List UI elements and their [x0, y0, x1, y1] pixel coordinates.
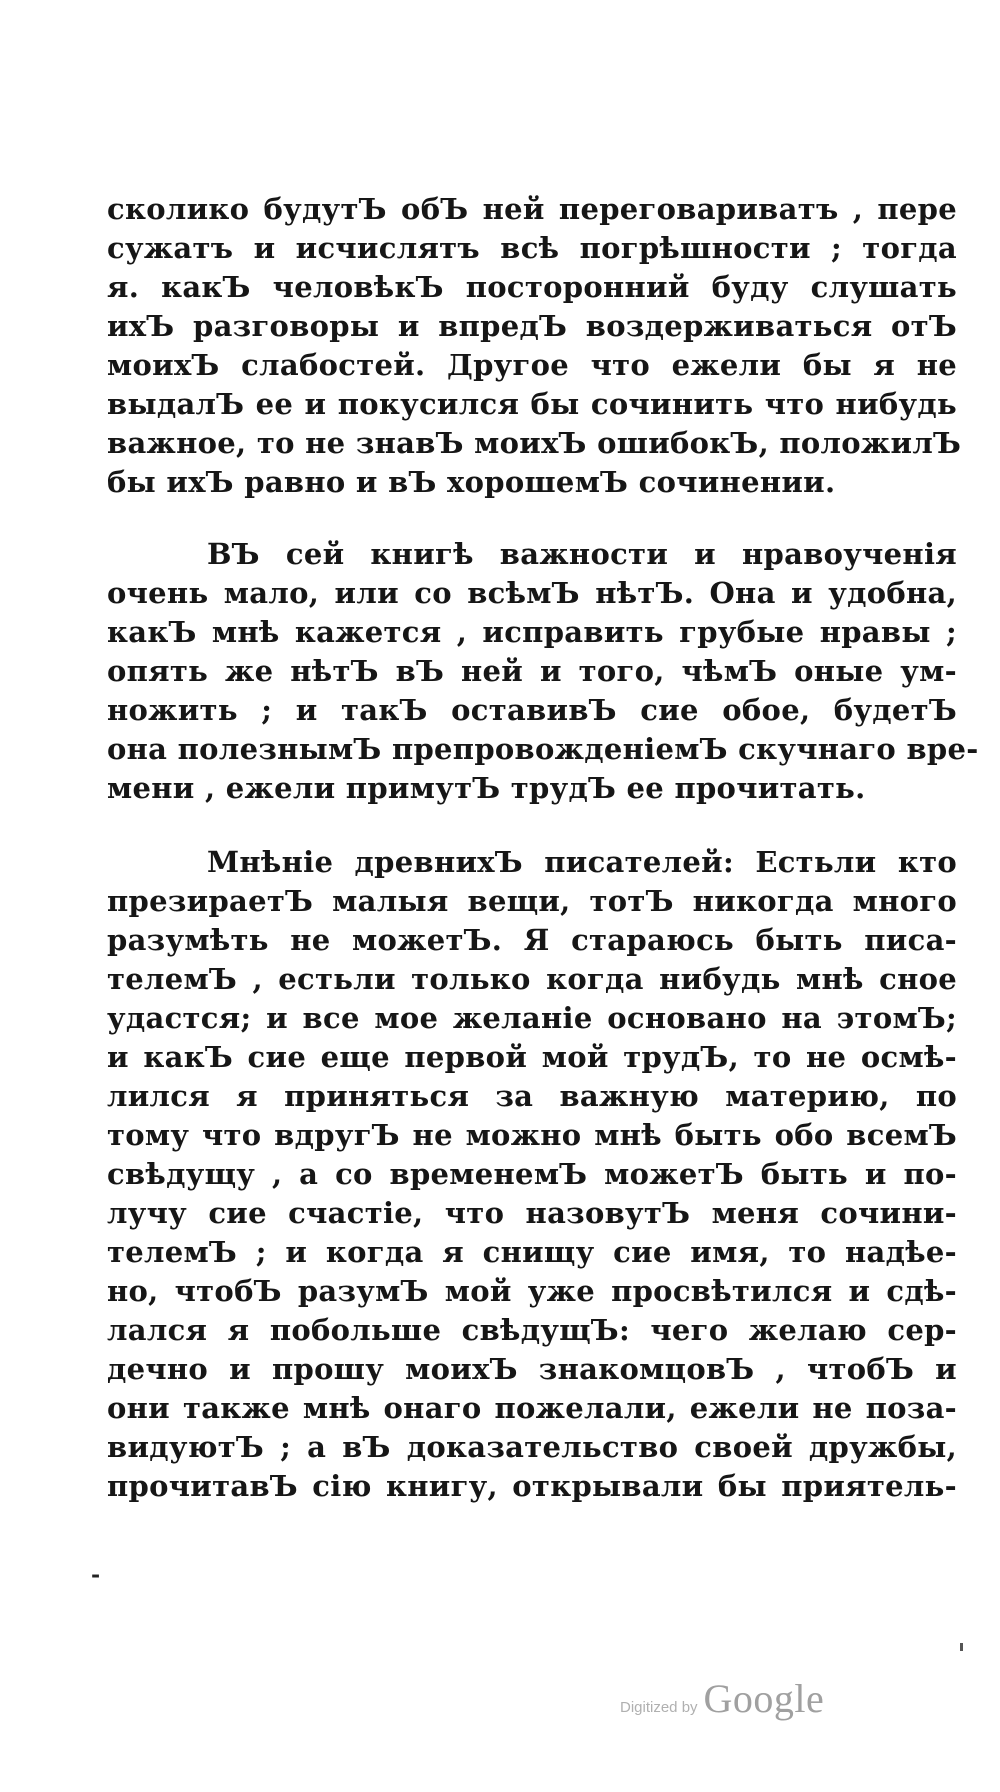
- text-line: сужатъ и исчислятъ всѣ погрѣшности ; тогда: [107, 231, 957, 265]
- text-line: тому что вдругЪ не можно мнѣ быть обо всемЪ: [107, 1118, 957, 1152]
- text-line: ихЪ разговоры и впредЪ воздерживаться отЪ: [107, 309, 957, 343]
- text-line: лился я приняться за важную материю, по: [107, 1079, 957, 1113]
- margin-mark: -: [91, 1562, 101, 1588]
- text-line: дечно и прошу моихЪ знакомцовЪ , чтобЪ и: [107, 1352, 957, 1386]
- text-line: телемЪ , естьли только когда нибудь мнѣ сное: [107, 962, 957, 996]
- paragraph-1: [107, 190, 962, 502]
- watermark-digitized-text: Digitized by: [620, 1699, 698, 1716]
- text-line: разумѣть не можетЪ. Я стараюсь быть писа-: [107, 923, 957, 957]
- text-line: удастся; и все мое желаніе основано на этомЪ;: [107, 1001, 957, 1035]
- text-line: важное, то не знавЪ моихЪ ошибокЪ, положилЪ: [107, 426, 962, 460]
- text-line: презираетЪ малыя вещи, тотЪ никогда много: [107, 884, 957, 918]
- text-line: но, чтобЪ разумЪ мой уже просвѣтился и сдѣ-: [107, 1274, 957, 1308]
- text-line: видуютЪ ; а вЪ доказательство своей дружбы,: [107, 1430, 957, 1464]
- text-line: опять же нѣтЪ вЪ ней и того, чѣмЪ оные ум-: [107, 654, 957, 688]
- text-line: мени , ежели примутЪ трудЪ ее прочитать.: [107, 771, 866, 805]
- text-line: свѣдущу , а со временемЪ можетЪ быть и по-: [107, 1157, 957, 1191]
- paragraph-2: [107, 535, 979, 808]
- text-line: ножить ; и такЪ оставивЪ сие обое, будетЪ: [107, 693, 957, 727]
- text-line: лучу сие счастіе, что назовутЪ меня сочини-: [107, 1196, 957, 1230]
- text-line: прочитавЪ сію книгу, открывали бы приятель-: [107, 1469, 957, 1503]
- text-line: Мнѣніе древнихЪ писателей: Естьли кто: [207, 845, 957, 879]
- text-line: очень мало, или со всѣмЪ нѣтЪ. Она и удобна,: [107, 576, 957, 610]
- digitized-watermark: [620, 1675, 824, 1722]
- paragraph-3: [107, 843, 957, 1506]
- text-line: телемЪ ; и когда я снищу сие имя, то надѣе-: [107, 1235, 957, 1269]
- text-line: сколико будутЪ обЪ ней переговариватъ , пере: [107, 192, 957, 226]
- text-line: я. какЪ человѣкЪ посторонний буду слушать: [107, 270, 957, 304]
- text-line: ВЪ сей книгѣ важности и нравоученія: [207, 537, 957, 571]
- text-line: бы ихЪ равно и вЪ хорошемЪ сочинении.: [107, 465, 836, 499]
- text-line: какЪ мнѣ кажется , исправить грубые нравы ;: [107, 615, 957, 649]
- text-line: они также мнѣ онаго пожелали, ежели не поза-: [107, 1391, 957, 1425]
- page-speck: [960, 1643, 963, 1651]
- text-line: моихЪ слабостей. Другое что ежели бы я не: [107, 348, 957, 382]
- text-line: лался я побольше свѣдущЪ: чего желаю сер-: [107, 1313, 957, 1347]
- text-line: она полезнымЪ препровожденіемЪ скучнаго вре-: [107, 732, 979, 766]
- text-line: и какЪ сие еще первой мой трудЪ, то не осмѣ-: [107, 1040, 957, 1074]
- watermark-brand-logo: Google: [703, 1676, 825, 1721]
- text-line: выдалЪ ее и покусился бы сочинить что нибудь: [107, 387, 957, 421]
